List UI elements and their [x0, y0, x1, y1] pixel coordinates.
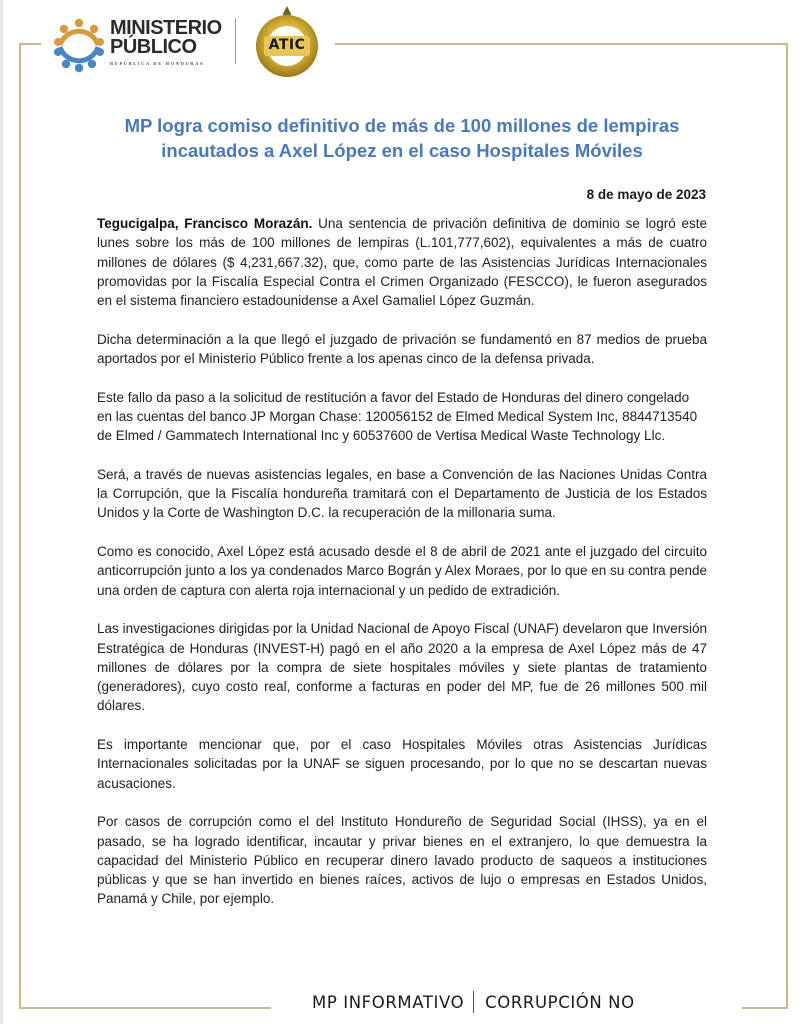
logo-line1: MINISTERIO — [110, 17, 222, 39]
article-body — [97, 214, 707, 928]
article-title — [90, 113, 714, 163]
article-date: 8 de mayo de 2023 — [586, 187, 706, 202]
title-line-2: incautados a Axel López en el caso Hospitales Móviles — [161, 140, 643, 161]
people-circle-icon — [52, 15, 106, 73]
ministerio-publico-logo — [52, 15, 242, 75]
logo-divider — [235, 18, 236, 64]
paragraph-5: Como es conocido, Axel López está acusado desde el 8 de abril de 2021 ante el juzgado del circuito anticorrupción junto a los ya condenados Marco Bográn y Alex Moraes, por lo que en su contra pende una orden de captura con alerta roja internacional y un pedido de extradición. — [97, 544, 707, 598]
page-edge — [0, 0, 3, 1024]
logo-subtitle: REPÚBLICA DE HONDURAS — [110, 61, 205, 66]
frame-bottom-right — [742, 1007, 788, 1009]
footer-right: CORRUPCIÓN NO — [485, 993, 635, 1012]
frame-top-left — [19, 43, 41, 45]
paragraph-2: Dicha determinación a la que llegó el juzgado de privación se fundamentó en 87 medios de prueba aportados por el Ministerio Público frente a los apenas cinco de la defensa privada. — [97, 331, 707, 367]
frame-bottom-left — [19, 1007, 271, 1009]
logo-wordmark — [110, 19, 222, 66]
footer-tagline — [312, 991, 635, 1013]
title-line-1: MP logra comiso definitivo de más de 100 millones de lempiras — [124, 115, 680, 136]
logo-line2: PÚBLICO — [110, 36, 197, 58]
footer-left: MP INFORMATIVO — [312, 993, 465, 1012]
paragraph-3: Este fallo da paso a la solicitud de restitución a favor del Estado de Honduras del dinero congelado en las cuentas del banco JP Morgan Chase: 120056152 de Elmed Medical System Inc, 8844713540 de Elmed / Gammatech International Inc y 60537600 de Vertisa Medical Waste Technology Llc. — [97, 389, 698, 444]
footer-separator — [473, 991, 474, 1013]
atic-text: ATIC — [268, 37, 306, 53]
atic-logo — [252, 4, 322, 80]
frame-left — [19, 43, 21, 1009]
paragraph-4: Será, a través de nuevas asistencias legales, en base a Convención de las Naciones Unidas Contra la Corrupción, que la Fiscalía hondureña tramitará con el Departamento de Justicia de los Estados Unidos y la Corte de Washington D.C. la recuperación de la millonaria suma. — [97, 466, 707, 521]
paragraph-7: Es importante mencionar que, por el caso Hospitales Móviles otras Asistencias Jurídicas Internacionales solicitadas por la UNAF se siguen procesando, por lo que no se descartan nuevas acusaciones. — [97, 737, 707, 791]
frame-right — [786, 43, 788, 1009]
paragraph-8: Por casos de corrupción como el del Instituto Hondureño de Seguridad Social (IHSS), ya en el pasado, se ha logrado identificar, incautar y privar bienes en el extranjero, lo que demuestra la capacidad del Ministerio Público en recuperar dinero lavado producto de saqueos a instituciones públicas y que se han invertido en bienes raíces, activos de lujo o empresas en Estados Unidos, Panamá y Chile, por ejemplo. — [97, 814, 707, 907]
paragraph-6: Las investigaciones dirigidas por la Unidad Nacional de Apoyo Fiscal (UNAF) develaron que Inversión Estratégica de Honduras (INVEST-H) pagó en el año 2020 a la empresa de Axel López más de 47 millones de dólares por la compra de siete hospitales móviles y siete plantas de tratamiento (generadores), cuyo costo real, conforme a facturas en poder del MP, fue de 26 millones 500 mil dólares. — [97, 621, 707, 714]
paragraph-1: Tegucigalpa, Francisco Morazán. Una sentencia de privación definitiva de dominio se logró este lunes sobre los más de 100 millones de lempiras (L.101,777,602), equivalentes a más de cuatro millones de dólares ($ 4,231,667.32), que, como parte de las Asistencias Jurídicas Internacionales promovidas por la Fiscalía Especial Contra el Crimen Organizado (FESCCO), le fueron asegurados en el sistema financiero estadounidense a Axel Gamaliel López Guzmán. — [97, 216, 707, 309]
frame-top-right — [335, 43, 787, 45]
dateline: Tegucigalpa, Francisco Morazán. — [97, 216, 313, 231]
